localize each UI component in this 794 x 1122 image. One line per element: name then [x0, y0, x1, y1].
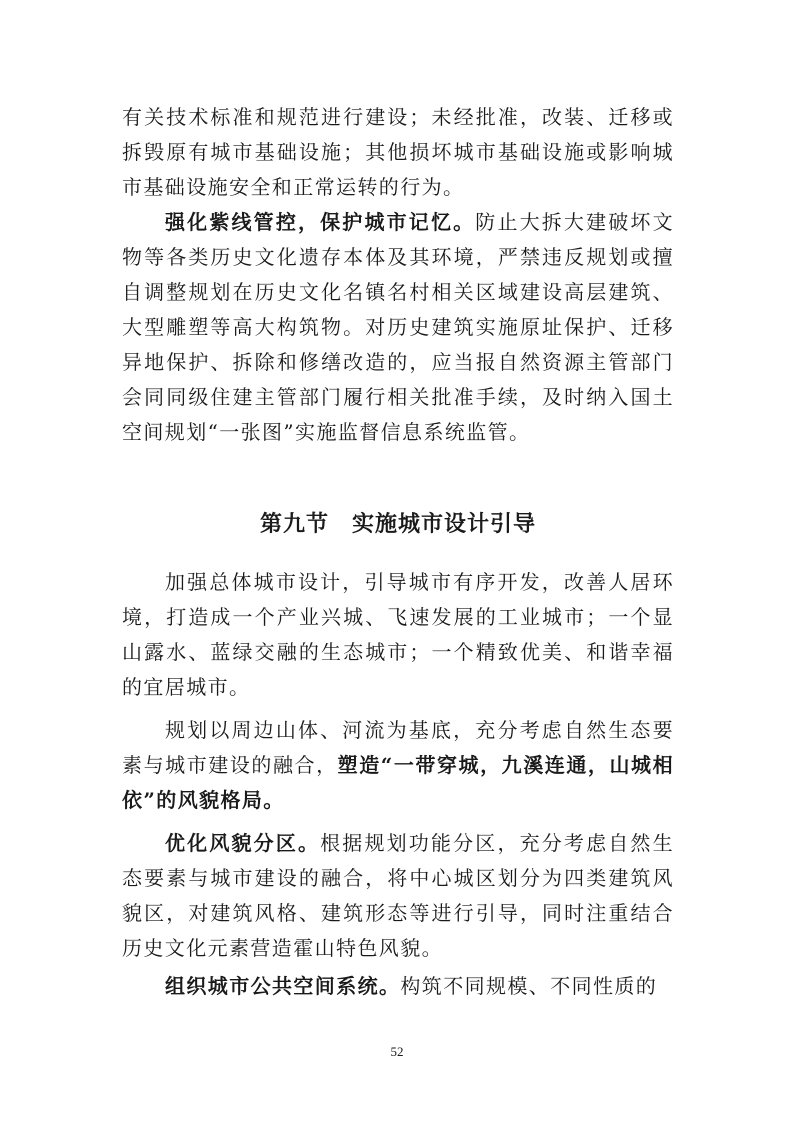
paragraph-text: 防止大拆大建破坏文物等各类历史文化遗存本体及其环境，严禁违反规划或擅自调整规划在历史文化名镇名村相关区域建设高层建筑、大型雕塑等高大构筑物。对历史建筑实施原址保护、迁移异地保护、拆除和修缮改造的，应当报自然资源主管部门会同同级住建主管部门履行相关批准手续，及时纳入国土空间规划“一张图”实施监督信息系统监管。: [122, 210, 674, 444]
paragraph-lead: 强化紫线管控，保护城市记忆。: [165, 210, 476, 234]
paragraph-text: 构筑不同规模、不同性质的: [400, 974, 658, 998]
paragraph-purple-line-control: [122, 205, 674, 450]
paragraph-style-zones: [122, 826, 674, 966]
paragraph-text: 加强总体城市设计，引导城市有序开发，改善人居环境，打造成一个产业兴城、飞速发展的工业城市；一个显山露水、蓝绿交融的生态城市；一个精致优美、和谐幸福的宜居城市。: [122, 570, 674, 699]
paragraph-text: 规划以周边山体、河流为基底，充分考虑自然生态要素与城市建设的融合，: [122, 718, 674, 777]
paragraph-lead: 组织城市公共空间系统。: [165, 974, 401, 998]
section-heading: 第九节 实施城市设计引导: [259, 512, 536, 537]
paragraph-text: 有关技术标准和规范进行建设；未经批准，改装、迁移或拆毁原有城市基础设施；其他损坏城市基础设施或影响城市基础设施安全和正常运转的行为。: [122, 105, 674, 199]
page-number: 52: [390, 1044, 404, 1059]
paragraph-landscape-pattern: [122, 713, 674, 818]
paragraph-infrastructure-violations: [122, 100, 674, 205]
paragraph-bold-phrase: 塑造“一带穿城，九溪连通，山城相依”的风貌格局。: [122, 753, 675, 812]
paragraph-lead: 优化风貌分区。: [165, 831, 321, 855]
paragraph-text: 根据规划功能分区，充分考虑自然生态要素与城市建设的融合，将中心城区划分为四类建筑风貌区，对建筑风格、建筑形态等进行引导，同时注重结合历史文化元素营造霍山特色风貌。: [122, 831, 674, 960]
paragraph-public-space-system: [122, 969, 674, 1004]
paragraph-overall-urban-design: [122, 565, 674, 705]
